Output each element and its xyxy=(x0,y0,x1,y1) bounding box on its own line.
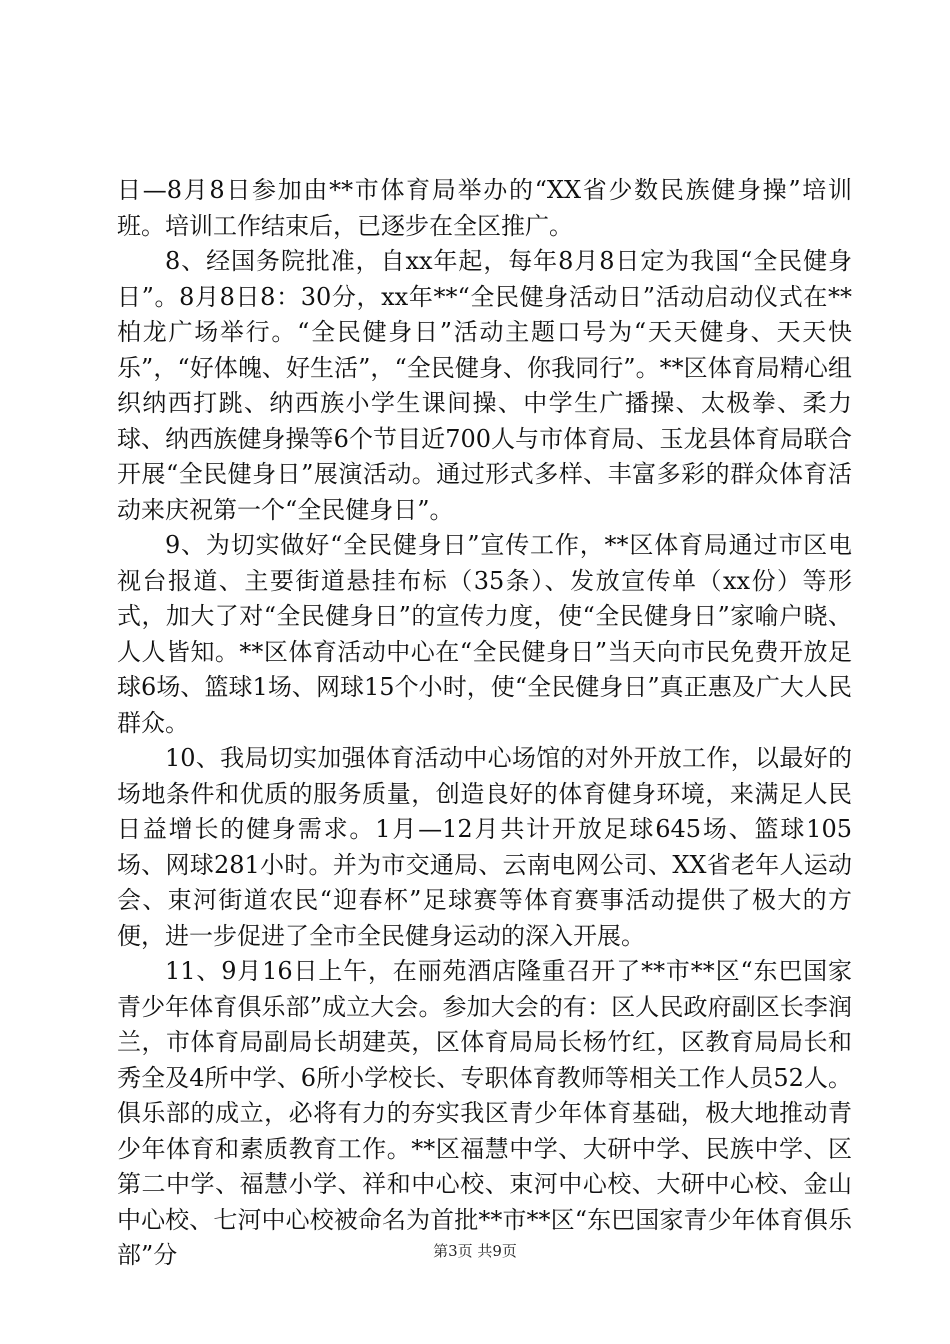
paragraph-item-10: 10、我局切实加强体育活动中心场馆的对外开放工作，以最好的场地条件和优质的服务质量，创造良好的体育健身环境，来满足人民日益增长的健身需求。1月—12月共计开放足球645场、篮球105场、网球281小时。并为市交通局、云南电网公司、XX省老年人运动会、束河街道农民“迎春杯”足球赛等体育赛事活动提供了极大的方便，进一步促进了全市全民健身运动的深入开展。 xyxy=(117,744,852,950)
paragraph-item-11: 11、9月16日上午，在丽苑酒店隆重召开了**市**区“东巴国家青少年体育俱乐部”成立大会。参加大会的有：区人民政府副区长李润兰，市体育局副局长胡建英，区体育局局长杨竹红，区教育局局长和秀全及4所中学、6所小学校长、专职体育教师等相关工作人员52人。俱乐部的成立，必将有力的夯实我区青少年体育基础，极大地推动青少年体育和素质教育工作。**区福慧中学、大研中学、民族中学、区第二中学、福慧小学、祥和中心校、束河中心校、大研中心校、金山中心校、七河中心校被命名为首批**市**区“东巴国家青少年体育俱乐部”分 xyxy=(117,957,852,1269)
paragraph-item-9: 9、为切实做好“全民健身日”宣传工作，**区体育局通过市区电视台报道、主要街道悬挂布标（35条）、发放宣传单（xx份）等形式，加大了对“全民健身日”的宣传力度，使“全民健身日”家喻户晓、人人皆知。**区体育活动中心在“全民健身日”当天向市民免费开放足球6场、篮球1场、网球15个小时，使“全民健身日”真正惠及广大人民群众。 xyxy=(117,531,852,737)
document-body xyxy=(117,173,852,1274)
paragraph-item-8: 8、经国务院批准，自xx年起，每年8月8日定为我国“全民健身日”。8月8日8：30分，xx年**“全民健身活动日”活动启动仪式在**柏龙广场举行。“全民健身日”活动主题口号为“天天健身、天天快乐”，“好体魄、好生活”，“全民健身、你我同行”。**区体育局精心组织纳西打跳、纳西族小学生课间操、中学生广播操、太极拳、柔力球、纳西族健身操等6个节目近700人与市体育局、玉龙县体育局联合开展“全民健身日”展演活动。通过形式多样、丰富多彩的群众体育活动来庆祝第一个“全民健身日”。 xyxy=(117,247,852,524)
page-number-footer: 第3页 共9页 xyxy=(433,1242,517,1260)
paragraph-continuation: 日—8月8日参加由**市体育局举办的“XX省少数民族健身操”培训班。培训工作结束后，已逐步在全区推广。 xyxy=(117,176,852,240)
